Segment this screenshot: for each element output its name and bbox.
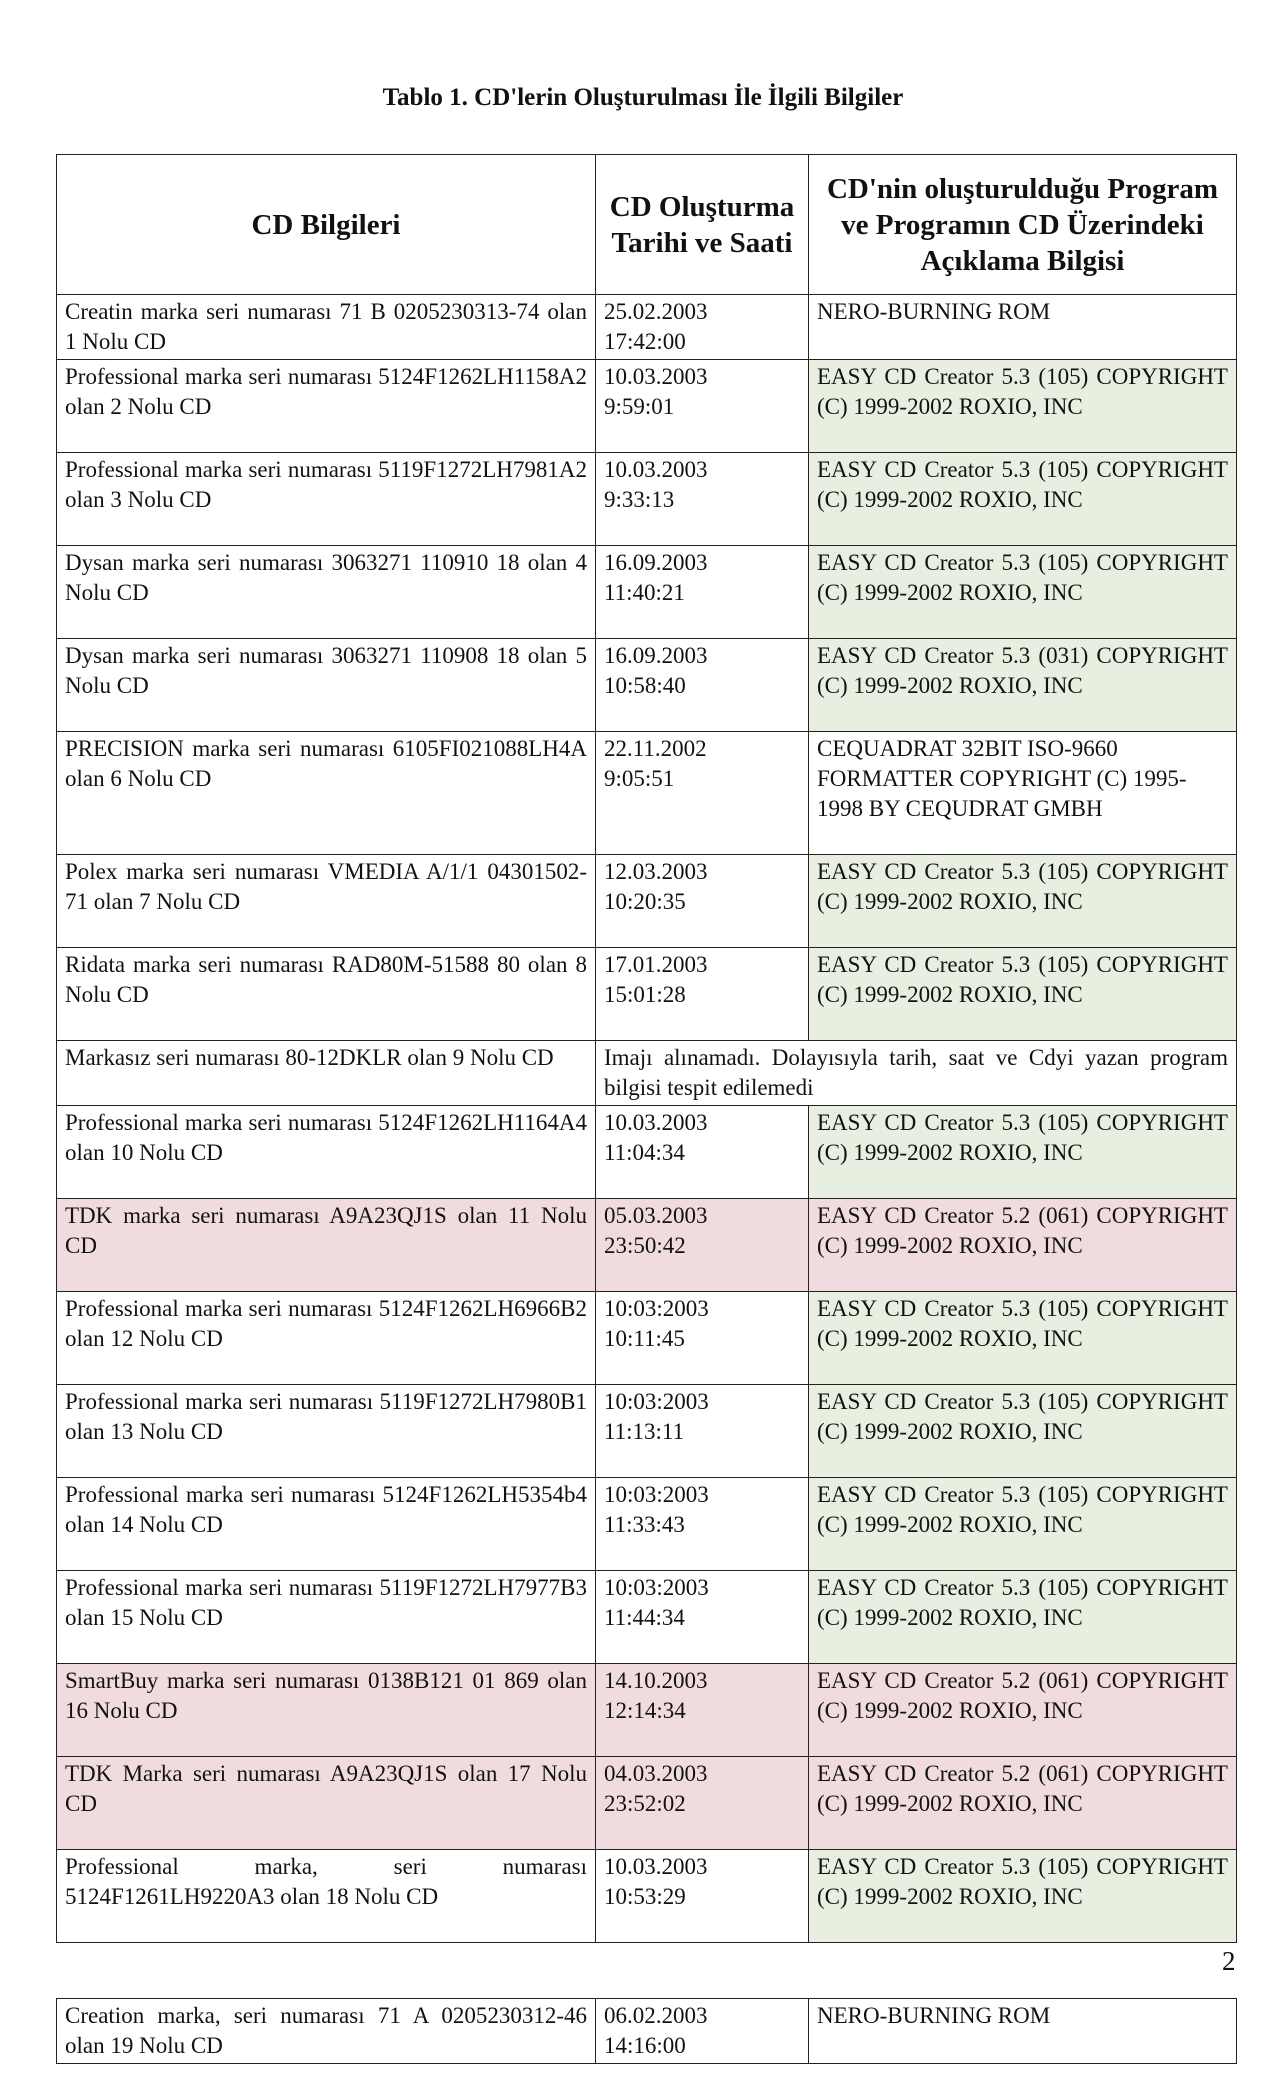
creation-date: 16.09.2003 [604, 550, 708, 575]
cd-info-cell: Dysan marka seri numarası 3063271 110908 18 olan 5 Nolu CD [57, 639, 596, 732]
date-cell [596, 1664, 809, 1757]
creation-time: 11:13:11 [604, 1419, 685, 1444]
creation-date: 14.10.2003 [604, 1668, 708, 1693]
program-cell: EASY CD Creator 5.3 (105) COPYRIGHT (C) 1999-2002 ROXIO, INC [809, 1571, 1237, 1664]
creation-time: 23:52:02 [604, 1791, 686, 1816]
creation-time: 9:59:01 [604, 394, 675, 419]
creation-time: 10:53:29 [604, 1884, 686, 1909]
program-cell: EASY CD Creator 5.3 (105) COPYRIGHT (C) 1999-2002 ROXIO, INC [809, 948, 1237, 1041]
table-row [57, 453, 1237, 546]
program-cell: EASY CD Creator 5.3 (105) COPYRIGHT (C) 1999-2002 ROXIO, INC [809, 1478, 1237, 1571]
creation-time: 9:33:13 [604, 487, 675, 512]
date-cell [596, 948, 809, 1041]
table-row [57, 1571, 1237, 1664]
header-creation-datetime: CD Oluşturma Tarihi ve Saati [596, 155, 809, 295]
creation-time: 14:16:00 [604, 2033, 686, 2058]
date-cell [596, 1999, 809, 2064]
page-number: 2 [1222, 1946, 1236, 1976]
creation-time: 9:05:51 [604, 766, 675, 791]
table-row [57, 1385, 1237, 1478]
cd-info-cell: Professional marka seri numarası 5119F1272LH7977B3 olan 15 Nolu CD [57, 1571, 596, 1664]
cd-info-cell: Polex marka seri numarası VMEDIA A/1/1 04301502-71 olan 7 Nolu CD [57, 855, 596, 948]
program-cell: EASY CD Creator 5.2 (061) COPYRIGHT (C) 1999-2002 ROXIO, INC [809, 1664, 1237, 1757]
table-row [57, 1292, 1237, 1385]
table-row [57, 855, 1237, 948]
program-cell: EASY CD Creator 5.3 (105) COPYRIGHT (C) 1999-2002 ROXIO, INC [809, 1106, 1237, 1199]
date-cell [596, 1478, 809, 1571]
table-row [57, 1850, 1237, 1943]
date-cell [596, 1571, 809, 1664]
program-cell: CEQUADRAT 32BIT ISO-9660 FORMATTER COPYRIGHT (C) 1995-1998 BY CEQUDRAT GMBH [809, 732, 1237, 855]
unavailable-note-cell: Imajı alınamadı. Dolayısıyla tarih, saat ve Cdyi yazan program bilgisi tespit edilemedi [596, 1041, 1237, 1106]
program-cell: EASY CD Creator 5.3 (105) COPYRIGHT (C) 1999-2002 ROXIO, INC [809, 360, 1237, 453]
creation-date: 10:03:2003 [604, 1389, 709, 1414]
table-row [57, 948, 1237, 1041]
program-cell: NERO-BURNING ROM [809, 1999, 1237, 2064]
date-cell [596, 1850, 809, 1943]
program-cell: EASY CD Creator 5.3 (105) COPYRIGHT (C) 1999-2002 ROXIO, INC [809, 1385, 1237, 1478]
table-row [57, 1041, 1237, 1106]
table-row [57, 546, 1237, 639]
cd-info-cell: Professional marka seri numarası 5124F1262LH5354b4 olan 14 Nolu CD [57, 1478, 596, 1571]
table-row [57, 1664, 1237, 1757]
program-cell: EASY CD Creator 5.2 (061) COPYRIGHT (C) 1999-2002 ROXIO, INC [809, 1199, 1237, 1292]
date-cell [596, 1106, 809, 1199]
creation-time: 12:14:34 [604, 1698, 686, 1723]
program-cell: EASY CD Creator 5.3 (031) COPYRIGHT (C) 1999-2002 ROXIO, INC [809, 639, 1237, 732]
creation-date: 10:03:2003 [604, 1296, 709, 1321]
table-row [57, 732, 1237, 855]
program-cell: EASY CD Creator 5.3 (105) COPYRIGHT (C) 1999-2002 ROXIO, INC [809, 855, 1237, 948]
header-program: CD'nin oluşturulduğu Program ve Programın CD Üzerindeki Açıklama Bilgisi [809, 155, 1237, 295]
program-cell: NERO-BURNING ROM [809, 295, 1237, 360]
date-cell [596, 453, 809, 546]
cd-info-cell: TDK marka seri numarası A9A23QJ1S olan 11 Nolu CD [57, 1199, 596, 1292]
creation-date: 22.11.2002 [604, 736, 707, 761]
creation-time: 11:44:34 [604, 1605, 685, 1630]
creation-date: 16.09.2003 [604, 643, 708, 668]
creation-date: 10.03.2003 [604, 457, 708, 482]
creation-date: 12.03.2003 [604, 859, 708, 884]
creation-time: 17:42:00 [604, 329, 686, 354]
date-cell [596, 546, 809, 639]
creation-time: 10:58:40 [604, 673, 686, 698]
program-cell: EASY CD Creator 5.3 (105) COPYRIGHT (C) 1999-2002 ROXIO, INC [809, 1850, 1237, 1943]
table-row [57, 295, 1237, 360]
table-row [57, 360, 1237, 453]
creation-date: 10.03.2003 [604, 1854, 708, 1879]
cd-info-cell: Professional marka seri numarası 5119F1272LH7981A2 olan 3 Nolu CD [57, 453, 596, 546]
creation-date: 10.03.2003 [604, 1110, 708, 1135]
program-cell: EASY CD Creator 5.3 (105) COPYRIGHT (C) 1999-2002 ROXIO, INC [809, 546, 1237, 639]
creation-date: 05.03.2003 [604, 1203, 708, 1228]
cd-info-cell: Ridata marka seri numarası RAD80M-51588 80 olan 8 Nolu CD [57, 948, 596, 1041]
cd-info-cell: Professional marka seri numarası 5124F1262LH6966B2 olan 12 Nolu CD [57, 1292, 596, 1385]
date-cell [596, 732, 809, 855]
creation-time: 23:50:42 [604, 1233, 686, 1258]
cd-info-cell: SmartBuy marka seri numarası 0138B121 01 869 olan 16 Nolu CD [57, 1664, 596, 1757]
program-cell: EASY CD Creator 5.3 (105) COPYRIGHT (C) 1999-2002 ROXIO, INC [809, 453, 1237, 546]
continuation-table [56, 1998, 1237, 2064]
cd-info-cell: Professional marka, seri numarası 5124F1261LH9220A3 olan 18 Nolu CD [57, 1850, 596, 1943]
cd-info-cell: Dysan marka seri numarası 3063271 110910 18 olan 4 Nolu CD [57, 546, 596, 639]
creation-date: 17.01.2003 [604, 952, 708, 977]
creation-time: 10:11:45 [604, 1326, 685, 1351]
cd-info-cell: Creation marka, seri numarası 71 A 0205230312-46 olan 19 Nolu CD [57, 1999, 596, 2064]
creation-date: 10:03:2003 [604, 1482, 709, 1507]
table-title: Tablo 1. CD'lerin Oluşturulması İle İlgili Bilgiler [382, 84, 904, 111]
cd-info-table [56, 154, 1237, 1943]
cd-info-cell: Professional marka seri numarası 5119F1272LH7980B1 olan 13 Nolu CD [57, 1385, 596, 1478]
cd-info-cell: Professional marka seri numarası 5124F1262LH1164A4 olan 10 Nolu CD [57, 1106, 596, 1199]
date-cell [596, 1757, 809, 1850]
date-cell [596, 295, 809, 360]
cd-info-cell: Professional marka seri numarası 5124F1262LH1158A2 olan 2 Nolu CD [57, 360, 596, 453]
table-row [57, 1199, 1237, 1292]
creation-date: 25.02.2003 [604, 299, 708, 324]
table-row [57, 1478, 1237, 1571]
table-row [57, 1106, 1237, 1199]
date-cell [596, 1199, 809, 1292]
date-cell [596, 1385, 809, 1478]
cd-info-cell: TDK Marka seri numarası A9A23QJ1S olan 17 Nolu CD [57, 1757, 596, 1850]
date-cell [596, 1292, 809, 1385]
program-cell: EASY CD Creator 5.2 (061) COPYRIGHT (C) 1999-2002 ROXIO, INC [809, 1757, 1237, 1850]
creation-date: 10:03:2003 [604, 1575, 709, 1600]
program-cell: EASY CD Creator 5.3 (105) COPYRIGHT (C) 1999-2002 ROXIO, INC [809, 1292, 1237, 1385]
date-cell [596, 639, 809, 732]
table-row [57, 1757, 1237, 1850]
creation-time: 11:04:34 [604, 1140, 685, 1165]
creation-time: 11:40:21 [604, 580, 685, 605]
date-cell [596, 855, 809, 948]
creation-time: 15:01:28 [604, 982, 686, 1007]
creation-date: 04.03.2003 [604, 1761, 708, 1786]
creation-date: 10.03.2003 [604, 364, 708, 389]
cd-info-cell: Markasız seri numarası 80-12DKLR olan 9 Nolu CD [57, 1041, 596, 1106]
header-cd-info: CD Bilgileri [57, 155, 596, 295]
cd-info-cell: PRECISION marka seri numarası 6105FI021088LH4A olan 6 Nolu CD [57, 732, 596, 855]
creation-time: 11:33:43 [604, 1512, 685, 1537]
creation-time: 10:20:35 [604, 889, 686, 914]
table-row [57, 639, 1237, 732]
creation-date: 06.02.2003 [604, 2003, 708, 2028]
date-cell [596, 360, 809, 453]
cd-info-cell: Creatin marka seri numarası 71 B 0205230313-74 olan 1 Nolu CD [57, 295, 596, 360]
